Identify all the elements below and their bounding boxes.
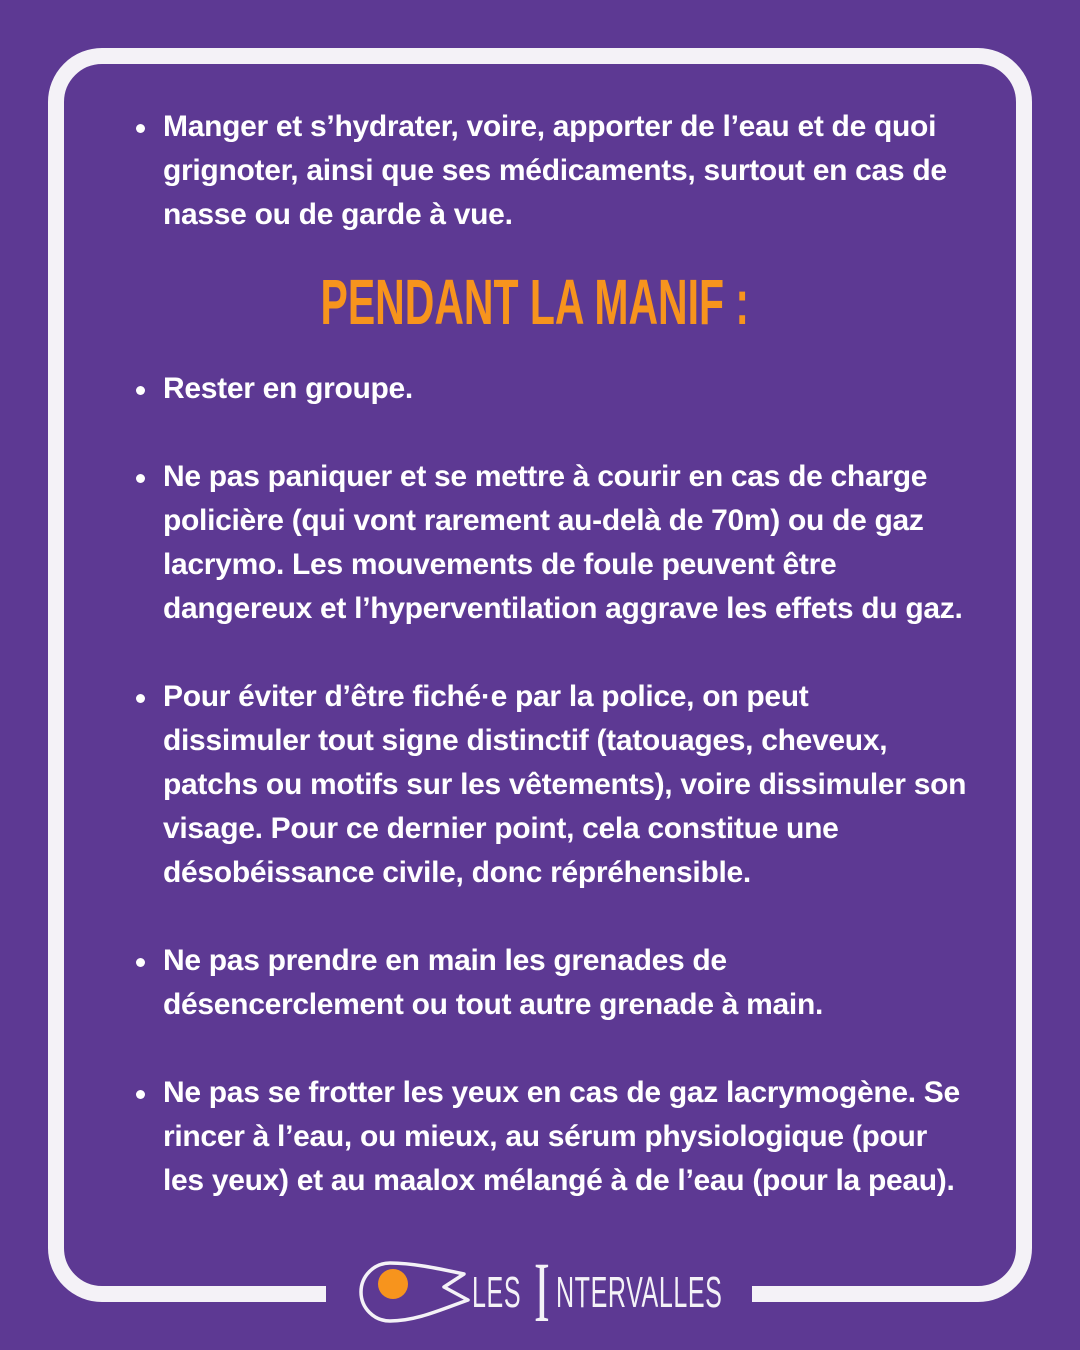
list-item-line: désobéissance civile, donc répréhensible. xyxy=(163,856,751,889)
list-item-line: Ne pas prendre en main les grenades de xyxy=(163,944,727,977)
list-item-line: désencerclement ou tout autre grenade à main. xyxy=(163,988,824,1021)
list-item xyxy=(0,1071,1080,1203)
list-item-line: dissimuler tout signe distinctif (tatouages, cheveux, xyxy=(163,724,888,757)
list-item-line: Ne pas se frotter les yeux en cas de gaz lacrymogène. Se xyxy=(163,1076,960,1109)
list-item xyxy=(0,105,1080,237)
list-item-line: lacrymo. Les mouvements de foule peuvent être xyxy=(163,548,837,581)
list-item-line: les yeux) et au maalox mélangé à de l’eau (pour la peau). xyxy=(163,1164,955,1197)
bullet-dot xyxy=(136,474,145,483)
logo-word-les: LES xyxy=(472,1268,522,1317)
comet-core xyxy=(378,1269,408,1299)
list-item xyxy=(0,455,1080,631)
list-item-line: nasse ou de garde à vue. xyxy=(163,198,513,231)
list-item-line: Pour éviter d’être fiché·e par la police, on peut xyxy=(163,680,809,713)
list-item xyxy=(0,939,1080,1027)
section-heading xyxy=(0,258,1070,346)
list-item xyxy=(0,367,1080,411)
bullet-dot xyxy=(136,386,145,395)
list-item xyxy=(0,675,1080,895)
list-item-line: policière (qui vont rarement au-delà de 70m) ou de gaz xyxy=(163,504,924,537)
list-item-line: patchs ou motifs sur les vêtements), voire dissimuler son xyxy=(163,768,967,801)
during-protest-list xyxy=(0,367,1080,1203)
list-item-line: Ne pas paniquer et se mettre à courir en cas de charge xyxy=(163,460,928,493)
comet-outline xyxy=(361,1263,468,1321)
logo-word-intervalles: NTERVALLES xyxy=(556,1268,723,1317)
list-item-line: dangereux et l’hyperventilation aggrave les effets du gaz. xyxy=(163,592,963,625)
bullet-dot xyxy=(136,1090,145,1099)
section-heading-text: PENDANT LA MANIF : xyxy=(320,266,750,338)
list-item-line: visage. Pour ce dernier point, cela constitue une xyxy=(163,812,839,845)
bullet-dot xyxy=(136,958,145,967)
comet-icon xyxy=(350,1250,480,1330)
list-item-line: Rester en groupe. xyxy=(163,372,413,405)
bullet-dot xyxy=(136,124,145,133)
list-item-line: grignoter, ainsi que ses médicaments, surtout en cas de xyxy=(163,154,947,187)
bullet-dot xyxy=(136,694,145,703)
list-item-line: Manger et s’hydrater, voire, apporter de l’eau et de quoi xyxy=(163,110,937,143)
list-item-line: rincer à l’eau, ou mieux, au sérum physiologique (pour xyxy=(163,1120,927,1153)
intro-list xyxy=(0,105,1080,237)
logo-initial: I xyxy=(534,1244,550,1340)
